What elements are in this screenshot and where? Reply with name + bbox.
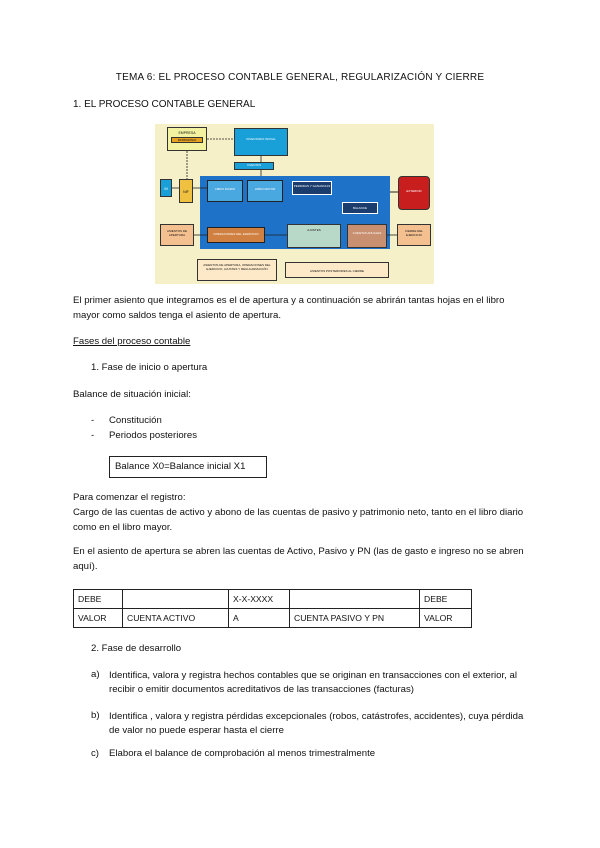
table-row (74, 590, 472, 609)
item-b-text: Identifica , valora y registra pérdidas excepcionales (robos, catástrofes, accidentes), cuya pérdida de valor no puede esperar hasta el cierre (109, 711, 524, 736)
table-cell (290, 590, 420, 609)
item-a-label: a) (91, 669, 100, 680)
diagram-connectors (155, 124, 434, 284)
diagram-bottom-left: ASIENTOS DE APERTURA, OPERACIONES DEL EJERCICIO, AJUSTES Y REGULARIZACIÓN (197, 259, 277, 281)
registro-paragraph: Cargo de las cuentas de activo y abono de las cuentas de pasivo y patrimonio neto, tanto en el libro diario como en el libro mayor. (73, 507, 524, 533)
bullet-periodos: Periodos posteriores (109, 430, 197, 441)
diagram-perdidas-ganancias: PERDIDAS Y GANANCIAS (292, 181, 332, 195)
asiento-paragraph: En el asiento de apertura se abren las cuentas de Activo, Pasivo y PN (las de gasto e ingreso no se abren aquí). (73, 546, 524, 572)
bullet-mark: - (91, 430, 95, 441)
phase-1-heading: 1. Fase de inicio o apertura (91, 362, 208, 373)
registro-intro: Para comenzar el registro: (73, 492, 186, 503)
table-cell: VALOR (74, 609, 123, 628)
table-cell: A (229, 609, 290, 628)
table-cell: CUENTA PASIVO Y PN (290, 609, 420, 628)
balance-formula-box: Balance X0=Balance inicial X1 (109, 456, 267, 478)
item-c-text: Elabora el balance de comprobación al menos trimestralmente (109, 748, 376, 759)
phase-2-heading: 2. Fase de desarrollo (91, 643, 182, 654)
phases-heading: Fases del proceso contable (73, 336, 191, 347)
diagram-cuentas: CUENTAS (234, 162, 274, 170)
process-diagram (155, 124, 434, 284)
page-title: TEMA 6: EL PROCESO CONTABLE GENERAL, REGULARIZACIÓN Y CIERRE (115, 72, 485, 83)
diagram-exterior: EXTERIOR (398, 176, 430, 210)
diagram-inventario: INVENTARIO INICIAL (234, 128, 288, 156)
diagram-bottom-right: ASIENTOS POSTERIORES AL CIERRE (285, 262, 389, 278)
diagram-note-1: ASIENTOS DE APERTURA (160, 224, 194, 246)
diagram-balance: BALANCE (342, 202, 378, 214)
apertura-table (73, 589, 472, 628)
intro-paragraph: El primer asiento que integramos es el de apertura y a continuación se abrirán tantas hojas en el libro mayor como saldos tenga el asiento de apertura. (73, 295, 505, 321)
section-heading: 1. EL PROCESO CONTABLE GENERAL (73, 99, 256, 110)
table-cell: DEBE (74, 590, 123, 609)
diagram-libro-diario: LIBRO DIARIO (207, 180, 243, 202)
diagram-note-5: CIERRE DEL EJERCICIO (397, 224, 431, 246)
diagram-note-3: AJUSTES (287, 224, 341, 248)
table-cell: CUENTA ACTIVO (123, 609, 229, 628)
item-c-label: c) (91, 748, 99, 759)
bullet-mark: - (91, 415, 95, 426)
diagram-note-4: CUENTAS ANUALES (347, 224, 387, 248)
diagram-libro-mayor: LIBRO MAYOR (247, 180, 283, 202)
table-row (74, 609, 472, 628)
item-b-label: b) (91, 710, 100, 721)
diagram-m-box: M (160, 179, 172, 197)
table-cell: X-X-XXXX (229, 590, 290, 609)
balance-heading: Balance de situación inicial: (73, 389, 191, 400)
diagram-nif-box: NIF (179, 179, 193, 203)
table-cell (123, 590, 229, 609)
diagram-note-2: OPERACIONES DEL EJERCICIO (207, 227, 265, 243)
table-cell: DEBE (420, 590, 472, 609)
item-a-text: Identifica, valora y registra hechos contables que se originan en transacciones con el exterior, al recibir o emitir documentos acreditativos de las transacciones (facturas) (109, 670, 517, 695)
diagram-empresa: EMPRESA PATRIMONIO (167, 127, 207, 151)
bullet-constitucion: Constitución (109, 415, 162, 426)
table-cell: VALOR (420, 609, 472, 628)
